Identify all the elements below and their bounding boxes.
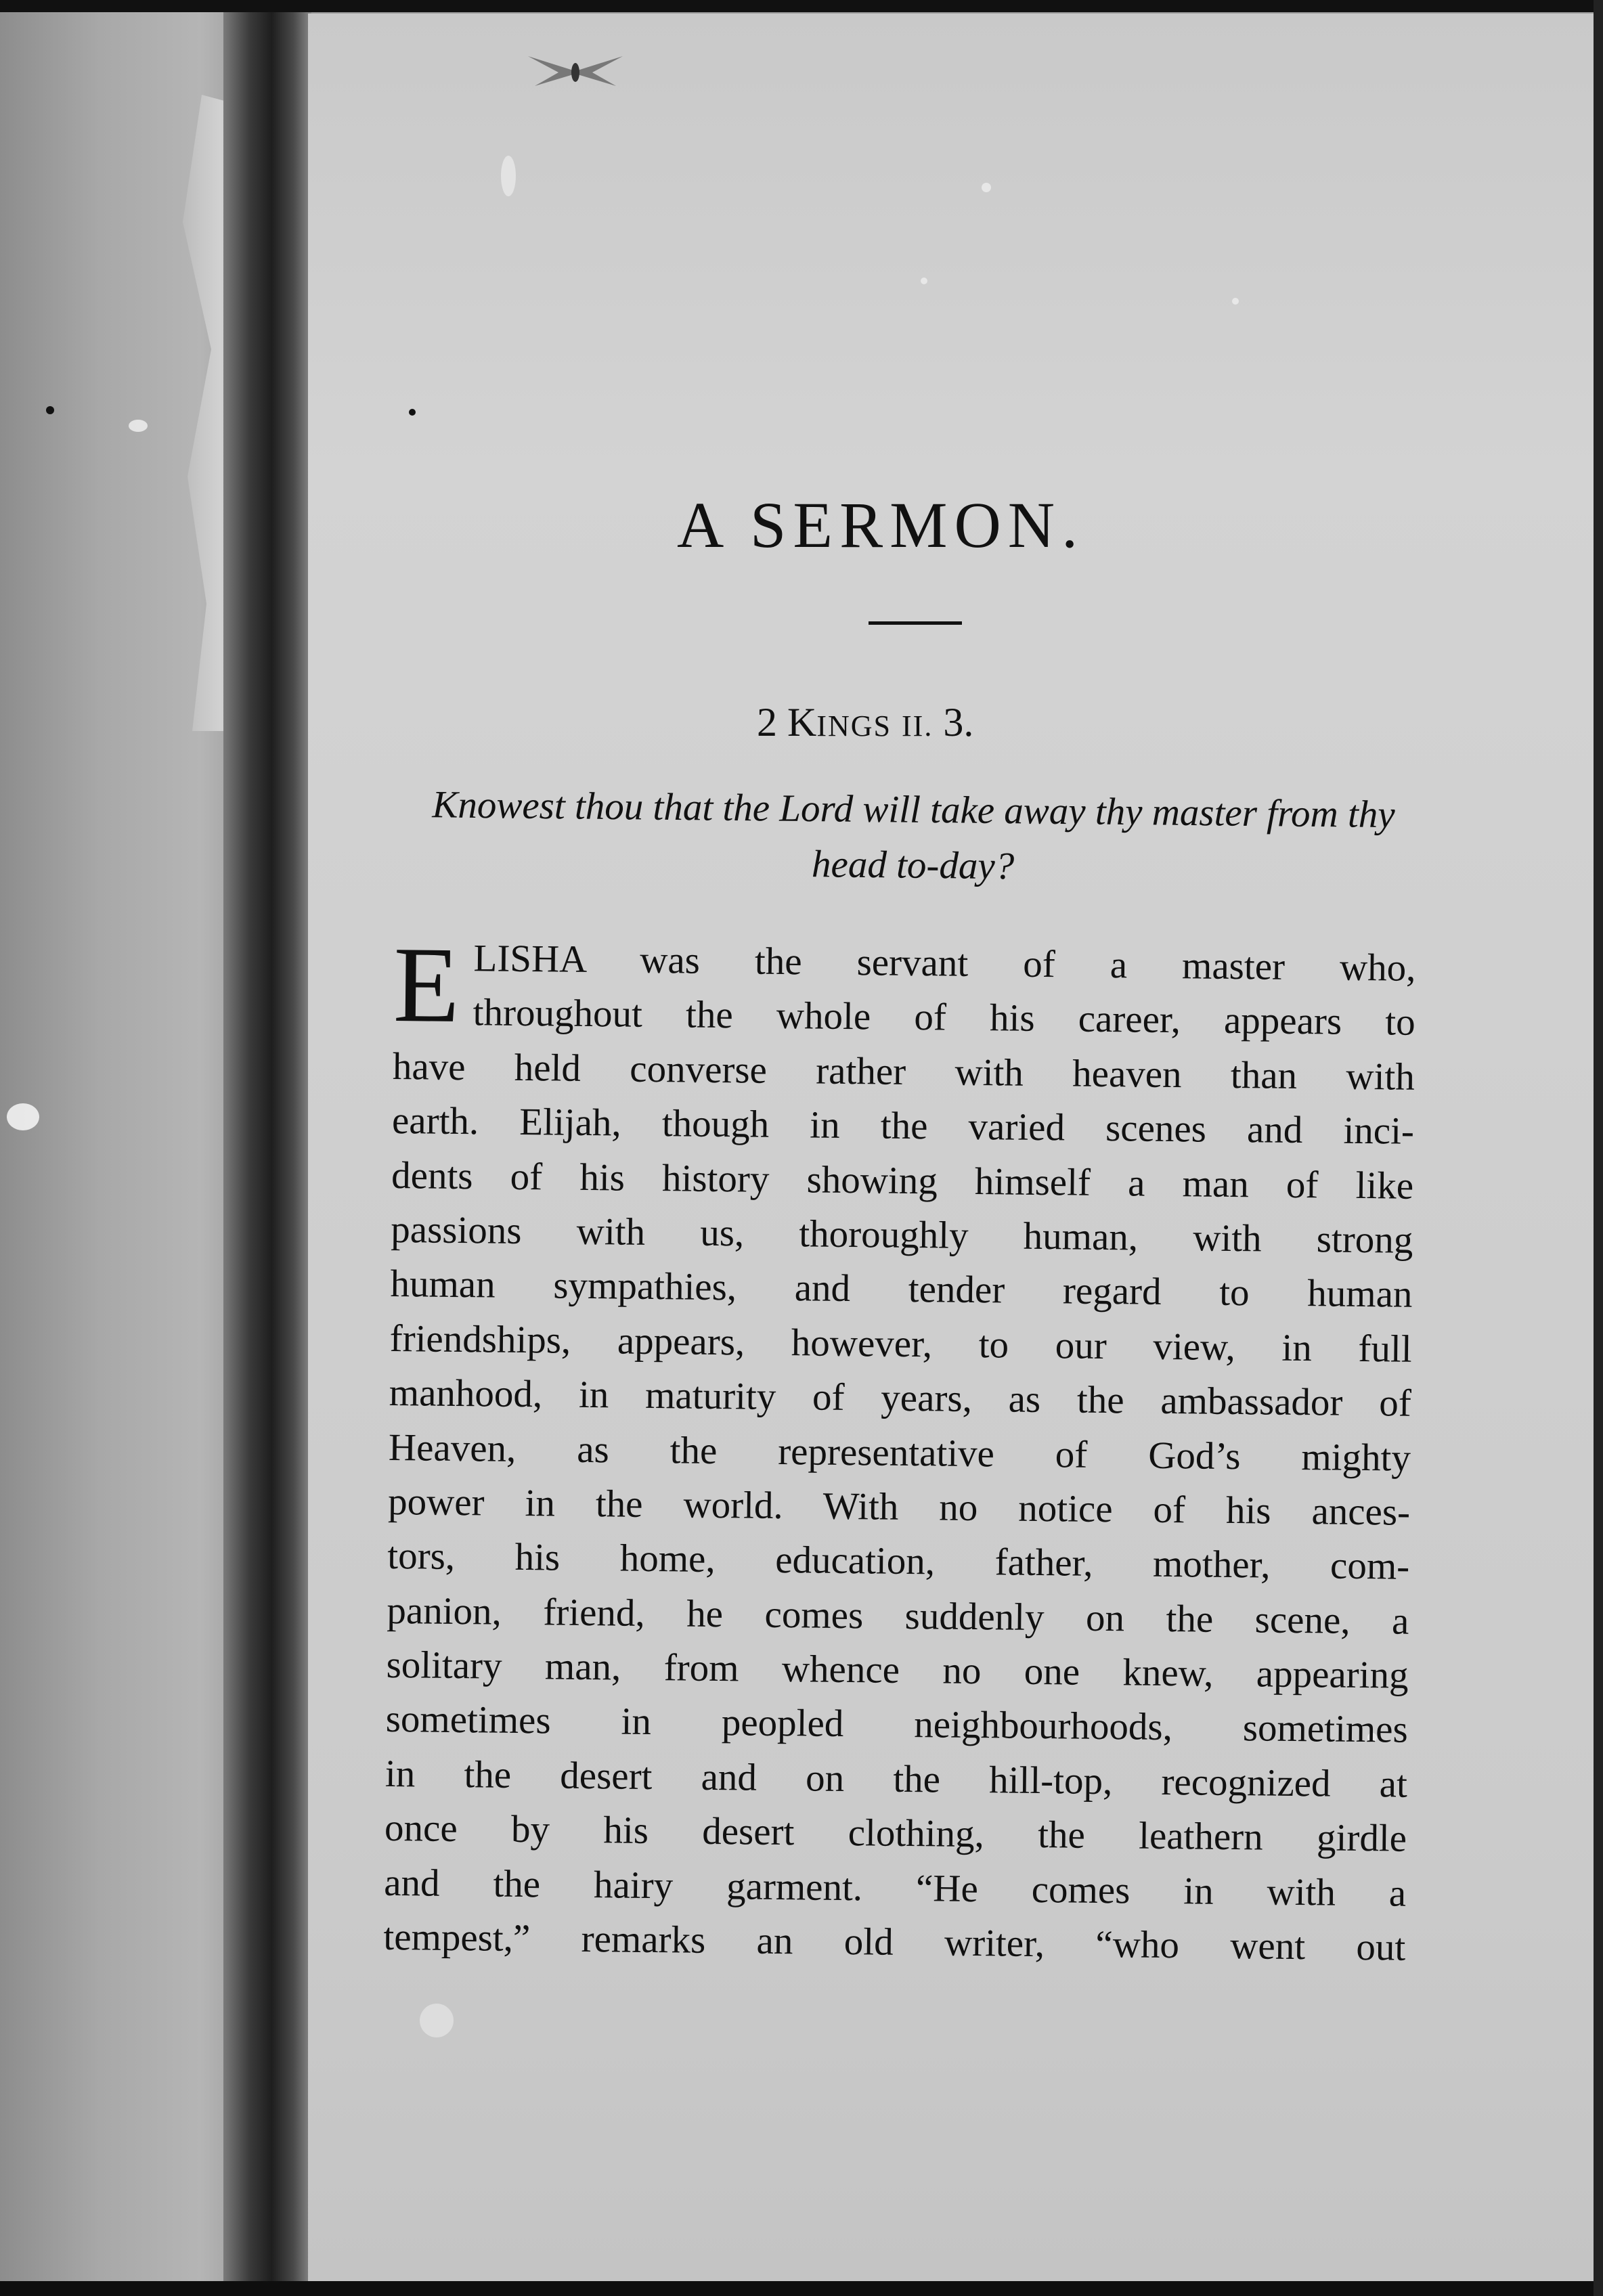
text-line: have held converse rather with heaven than with xyxy=(392,1044,1415,1099)
book-gutter xyxy=(223,0,311,2296)
text-line: power in the world. With no notice of his ances- xyxy=(387,1480,1411,1534)
reference-chapter: II. xyxy=(902,709,934,743)
text-line: tors, his home, education, father, mother, com- xyxy=(387,1535,1410,1589)
text-line: manhood, in maturity of years, as the ambassador of xyxy=(389,1371,1412,1425)
dust-speck xyxy=(982,183,991,192)
scan-top-border xyxy=(0,0,1603,12)
epigraph-quote: Knowest thou that the Lord will take away thy master from thy head to-day? xyxy=(432,783,1395,888)
body-paragraph xyxy=(383,924,1416,1975)
text-line: once by his desert clothing, the leathern girdle xyxy=(384,1807,1407,1860)
text-line: in the desert and on the hill-top, recognized at xyxy=(385,1752,1408,1806)
dust-speck xyxy=(7,1103,39,1130)
moth-icon xyxy=(521,51,630,91)
text-line: throughout the whole of his career, appears to xyxy=(473,991,1415,1044)
text-line: sometimes in peopled neighbourhoods, sometimes xyxy=(385,1698,1409,1752)
reference-book-cap: K xyxy=(787,700,817,745)
scan-right-edge xyxy=(1594,0,1603,2296)
dust-speck xyxy=(420,2004,454,2037)
text-line: earth. Elijah, though in the varied scenes and inci- xyxy=(391,1099,1415,1153)
text-line: LISHA was the servant of a master who, xyxy=(473,937,1416,990)
dust-speck xyxy=(501,156,516,196)
ink-dot xyxy=(46,406,54,414)
text-line: dents of his history showing himself a man of like xyxy=(391,1153,1414,1208)
dust-speck xyxy=(1232,298,1239,305)
page-title: A SERMON. xyxy=(677,489,1085,561)
title-rule xyxy=(869,621,962,625)
text-line: panion, friend, he comes suddenly on the scene, a xyxy=(387,1589,1409,1643)
text-line: solitary man, from whence no one knew, appearing xyxy=(386,1643,1409,1697)
scripture-reference xyxy=(757,699,973,746)
scan-bottom-border xyxy=(0,2281,1603,2296)
text-line: and the hairy garment. “He comes in with a xyxy=(383,1861,1407,1915)
reference-number: 2 xyxy=(757,700,777,745)
text-line: Heaven, as the representative of God’s mighty xyxy=(388,1426,1411,1480)
reference-verse: 3. xyxy=(943,700,974,745)
text-line: tempest,” remarks an old writer, “who went out xyxy=(383,1915,1406,1969)
text-line: human sympathies, and tender regard to human xyxy=(390,1262,1413,1317)
dust-speck xyxy=(129,420,148,432)
text-line: passions with us, thoroughly human, with strong xyxy=(391,1208,1413,1262)
dust-speck xyxy=(921,278,927,284)
drop-cap: E xyxy=(393,924,460,1046)
ink-dot xyxy=(409,409,416,416)
reference-book-rest: INGS xyxy=(816,709,892,743)
text-line: friendships, appears, however, to our view, in full xyxy=(389,1317,1412,1371)
